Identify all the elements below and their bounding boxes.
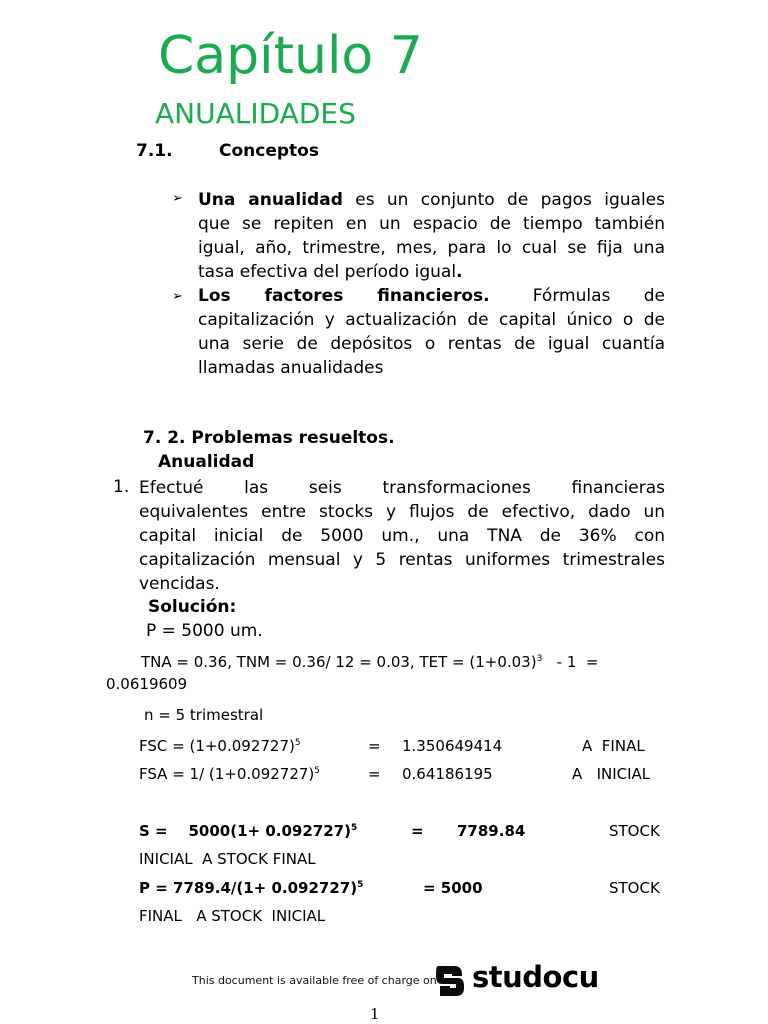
problem-1-line-1: Efectué las seis transformaciones financieras: [139, 478, 665, 498]
fsc-lhs: FSC = $(1+0.092727)^5$: [139, 737, 301, 755]
problem-1-text: [139, 476, 665, 596]
bullet-1-line-2: que se repiten en un espacio de tiempo también: [198, 214, 665, 234]
tna-cont: 0.0619609: [106, 675, 188, 693]
bullet-1-line-4: tasa efectiva del período igual: [198, 262, 457, 282]
p-eq-cont: FINAL A STOCK INICIAL: [139, 907, 326, 925]
footer-text: This document is available free of charge on: [192, 974, 437, 987]
tna-tail: - 1 =: [542, 653, 599, 671]
s-eq-desc: STOCK: [609, 822, 660, 840]
tna-exp: 3: [536, 654, 543, 664]
bullet-1-line-3: igual, año, trimestre, mes, para lo cual se fija una: [198, 238, 665, 258]
studocu-logo-word[interactable]: studocu: [472, 960, 599, 994]
fsa-desc: A INICIAL: [572, 765, 651, 783]
arrow-bullet-icon: ➢: [172, 191, 183, 206]
p-eq-desc: STOCK: [609, 879, 660, 897]
fsc-value: 1.350649414: [402, 737, 503, 755]
section-71-number: 7.1.: [136, 141, 173, 161]
p-eq-eq: = 5000: [423, 879, 483, 897]
bullet-1-end: .: [456, 262, 463, 282]
tna-text: TNA = 0.36, TNM = 0.36/ 12 = 0.03, TET = (1+0.03): [141, 653, 537, 671]
fsa-value: 0.64186195: [402, 765, 493, 783]
section-71-title: Conceptos: [219, 141, 319, 161]
section-72-title: 7. 2. Problemas resueltos.: [143, 428, 395, 448]
page-number: 1: [370, 1005, 380, 1023]
bullet-1-line-1: es un conjunto de pagos iguales: [342, 190, 665, 210]
solution-label: Solución:: [148, 597, 237, 617]
bullet-1: [198, 188, 665, 284]
solution-p-line: P = 5000 um.: [146, 621, 263, 641]
s-eq-lhs: S = $5000(1+ 0.092727)^5$: [139, 822, 358, 840]
chapter-title: Capítulo 7: [158, 26, 423, 86]
bullet-2-line-1: Fórmulas de: [532, 286, 665, 306]
studocu-logo-icon[interactable]: [432, 962, 468, 998]
problem-1-line-4: capitalización mensual y 5 rentas uniformes trimestrales: [139, 550, 665, 570]
bullet-2-line-4: llamadas anualidades: [198, 358, 384, 378]
bullet-2: [198, 284, 665, 380]
p-eq-lhs: $P = 7789.4/(1+ 0.092727)^5$: [139, 879, 364, 897]
tna-line: [141, 653, 598, 671]
fsa-eq: =: [368, 765, 381, 783]
n-line: n = 5 trimestral: [144, 706, 264, 724]
bullet-2-line-3: una serie de depósitos o rentas de igual cuantía: [198, 334, 665, 354]
fsa-lhs: FSA = 1/ $(1+0.092727)^5$: [139, 765, 321, 783]
s-eq-value: 7789.84: [457, 822, 526, 840]
arrow-bullet-icon: ➢: [172, 289, 183, 304]
chapter-subtitle: ANUALIDADES: [155, 97, 356, 130]
bullet-1-lead: Una anualidad: [198, 190, 343, 210]
problem-1-line-3: capital inicial de 5000 um., una TNA de 36% con: [139, 526, 665, 546]
s-eq-cont: INICIAL A STOCK FINAL: [139, 850, 316, 868]
fsc-desc: A FINAL: [582, 737, 645, 755]
section-72-subtitle: Anualidad: [158, 452, 255, 472]
s-eq-eq: =: [411, 822, 424, 840]
bullet-2-line-2: capitalización y actualización de capital único o de: [198, 310, 665, 330]
fsc-eq: =: [368, 737, 381, 755]
problem-1-line-2: equivalentes entre stocks y flujos de efectivo, dado un: [139, 502, 665, 522]
bullet-2-lead: Los factores financieros.: [198, 286, 490, 306]
problem-1-number: 1.: [113, 477, 130, 497]
problem-1-line-5: vencidas.: [139, 574, 220, 594]
